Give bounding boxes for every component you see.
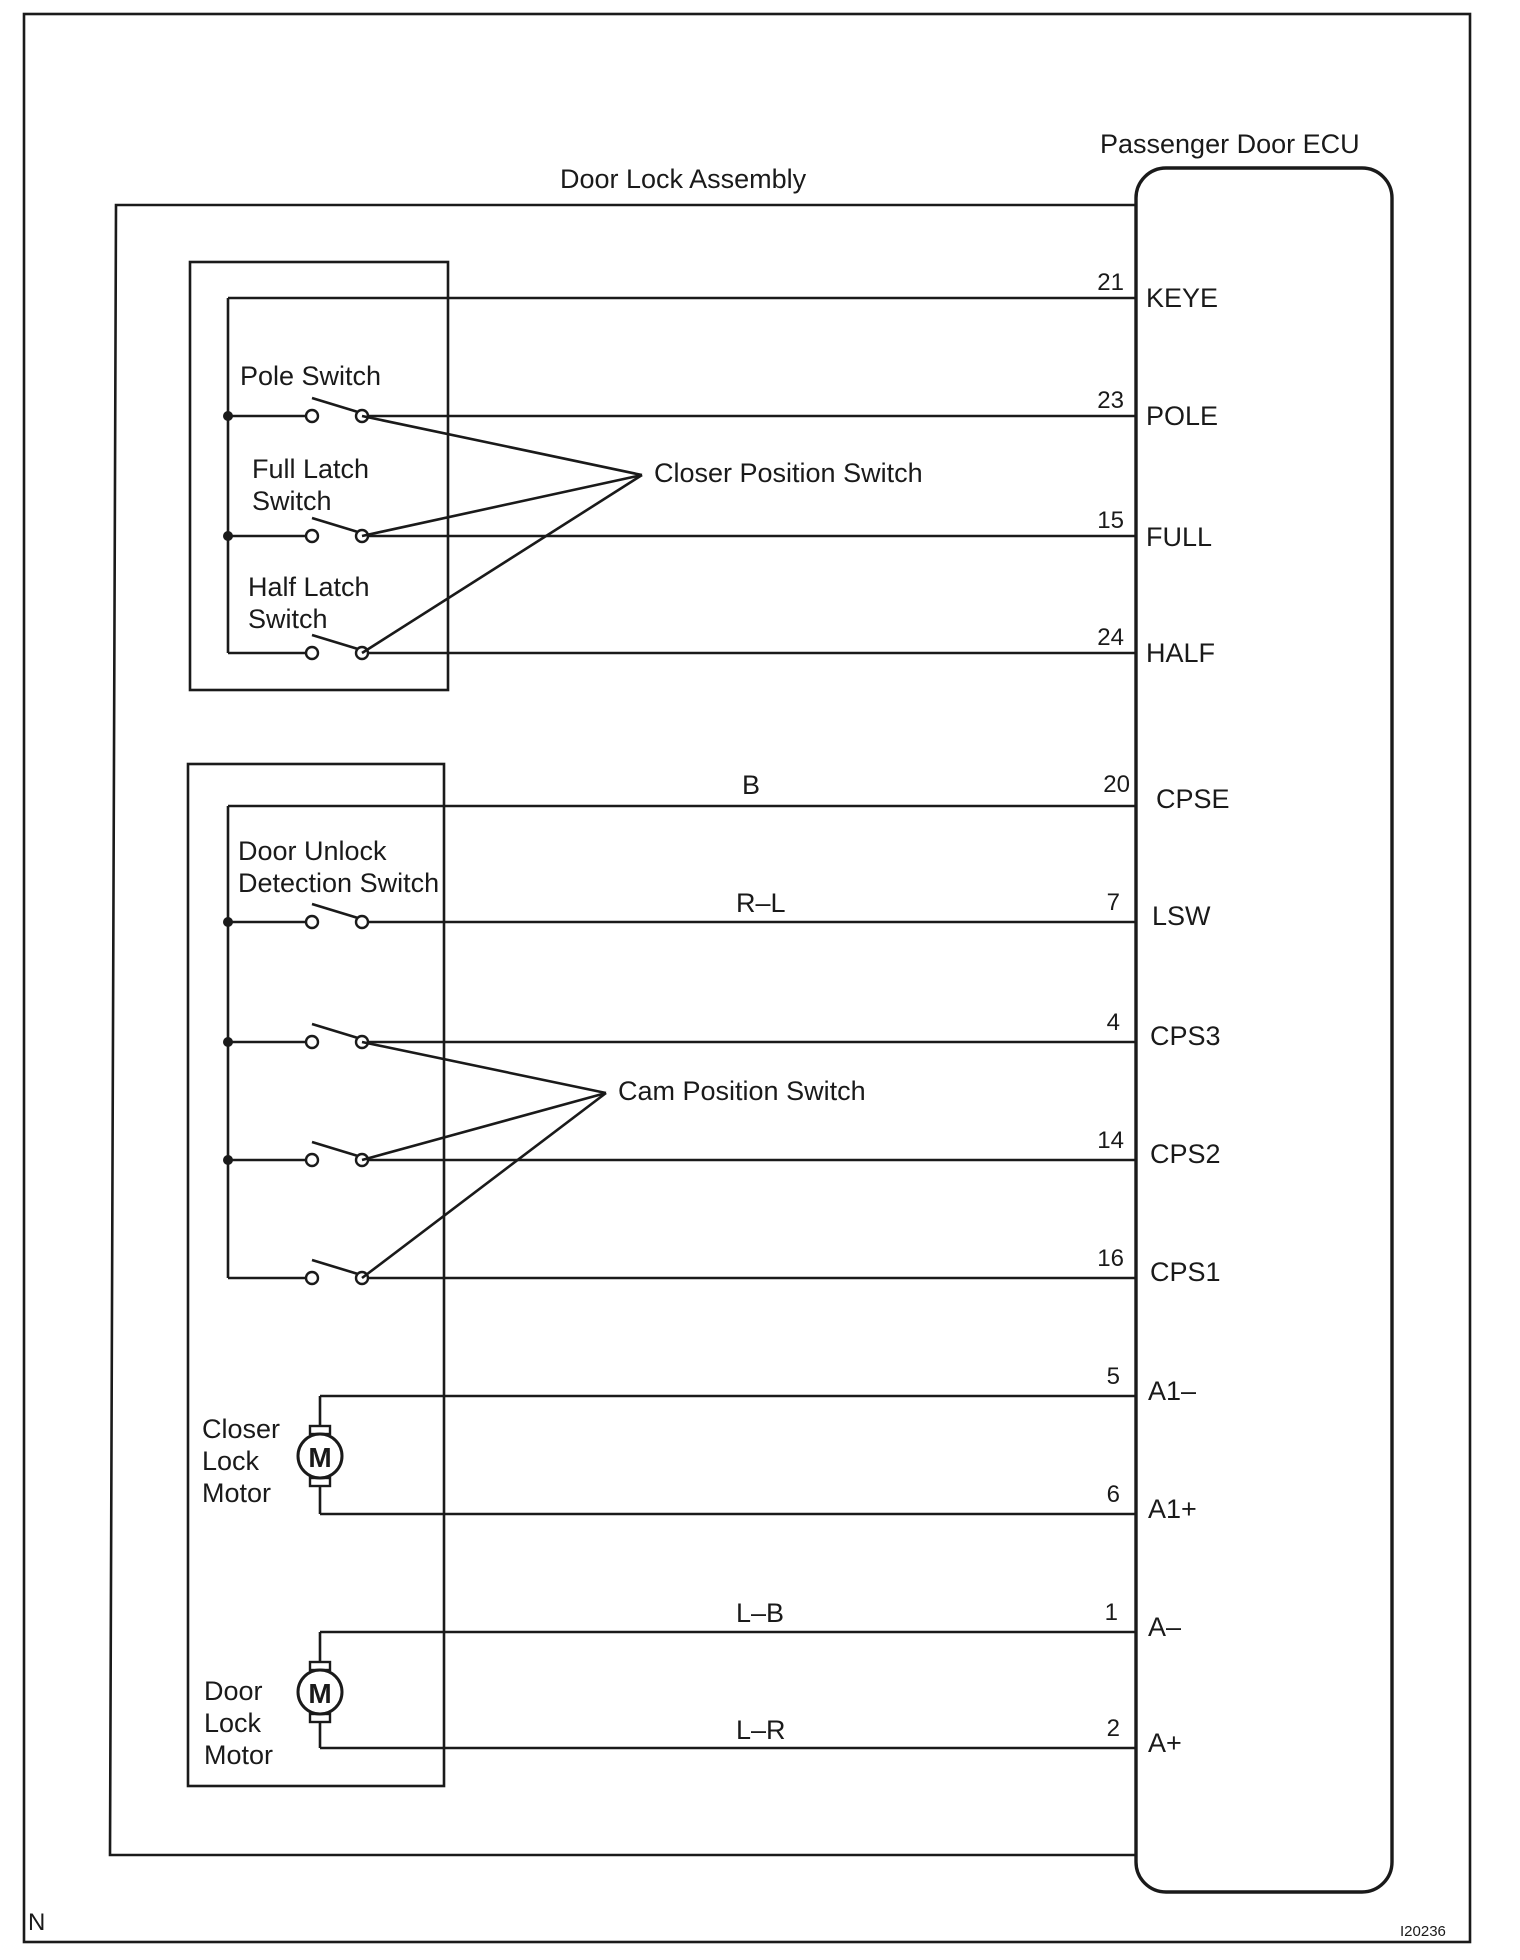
motor-symbol-letter: M	[308, 1442, 332, 1473]
door-unlock-detection-switch-label: Detection Switch	[238, 868, 440, 898]
ecu-title: Passenger Door ECU	[1100, 129, 1360, 159]
pin-number: 23	[1097, 387, 1124, 414]
pin-number: 1	[1104, 1599, 1118, 1626]
signal-name: A–	[1148, 1612, 1182, 1642]
junction-dot	[223, 1155, 233, 1165]
closer-lock-motor-label: Closer	[202, 1414, 281, 1444]
signal-name: CPS1	[1150, 1257, 1221, 1287]
page-frame	[24, 14, 1470, 1942]
wire-color-label: L–R	[736, 1715, 786, 1745]
door-lock-motor-label: Door	[204, 1676, 263, 1706]
closer-lock-motor-symbol	[298, 1426, 342, 1486]
pin-number: 21	[1097, 269, 1124, 296]
wire-color-label: R–L	[736, 888, 786, 918]
pin-number: 5	[1106, 1363, 1120, 1390]
ecu-terminals	[1097, 269, 1229, 1758]
pin-number: 2	[1106, 1715, 1120, 1742]
pin-number: 15	[1097, 507, 1124, 534]
pin-number: 16	[1097, 1245, 1124, 1272]
wire-color-label: L–B	[736, 1598, 785, 1628]
pole-switch-label: Pole Switch	[240, 361, 382, 391]
door-unlock-detection-switch-symbol	[306, 904, 368, 928]
cam-position-switch-symbol	[306, 1142, 368, 1166]
signal-name: A+	[1148, 1728, 1182, 1758]
cam-position-switch-symbol	[306, 1024, 368, 1048]
figure-id: I20236	[1400, 1923, 1446, 1940]
cam-position-switch-label: Cam Position Switch	[618, 1076, 866, 1106]
door-lock-motor-symbol	[298, 1662, 342, 1722]
closer-position-switch-label: Closer Position Switch	[654, 458, 923, 488]
wire-color-label: B	[742, 770, 761, 800]
footer-left-mark: N	[28, 1909, 46, 1936]
half-latch-switch-symbol	[306, 635, 368, 659]
signal-name: CPSE	[1156, 784, 1230, 814]
closer-lock-motor-label: Motor	[202, 1478, 272, 1508]
door-lock-assembly-outline	[110, 205, 1136, 1855]
junction-dot	[223, 917, 233, 927]
full-latch-switch-label: Full Latch	[252, 454, 370, 484]
door-unlock-detection-switch-label: Door Unlock	[238, 836, 387, 866]
closer-lock-motor-label: Lock	[202, 1446, 260, 1476]
closer-position-switch-leaders	[362, 416, 642, 653]
signal-name: FULL	[1146, 522, 1213, 552]
full-latch-switch-label: Switch	[252, 486, 332, 516]
cam-position-switch-symbol	[306, 1260, 368, 1284]
junction-dot	[223, 1037, 233, 1047]
pin-number: 24	[1097, 624, 1124, 651]
signal-name: CPS3	[1150, 1021, 1221, 1051]
junction-dot	[223, 411, 233, 421]
signal-name: KEYE	[1146, 283, 1219, 313]
signal-name: A1–	[1148, 1376, 1197, 1406]
signal-name: LSW	[1152, 901, 1211, 931]
door-lock-assembly-title: Door Lock Assembly	[560, 164, 807, 194]
pin-number: 6	[1106, 1481, 1120, 1508]
pin-number: 4	[1106, 1009, 1120, 1036]
pole-switch-symbol	[306, 398, 368, 422]
signal-name: A1+	[1148, 1494, 1197, 1524]
full-latch-switch-symbol	[306, 518, 368, 542]
pin-number: 14	[1097, 1127, 1124, 1154]
signal-name: HALF	[1146, 638, 1216, 668]
motor-symbol-letter: M	[308, 1678, 332, 1709]
pin-number: 20	[1103, 771, 1130, 798]
door-lock-motor-label: Lock	[204, 1708, 262, 1738]
junction-dot	[223, 531, 233, 541]
half-latch-switch-label: Half Latch	[248, 572, 370, 602]
half-latch-switch-label: Switch	[248, 604, 328, 634]
signal-name: CPS2	[1150, 1139, 1221, 1169]
signal-name: POLE	[1146, 401, 1219, 431]
door-lock-motor-label: Motor	[204, 1740, 274, 1770]
pin-number: 7	[1106, 889, 1120, 916]
